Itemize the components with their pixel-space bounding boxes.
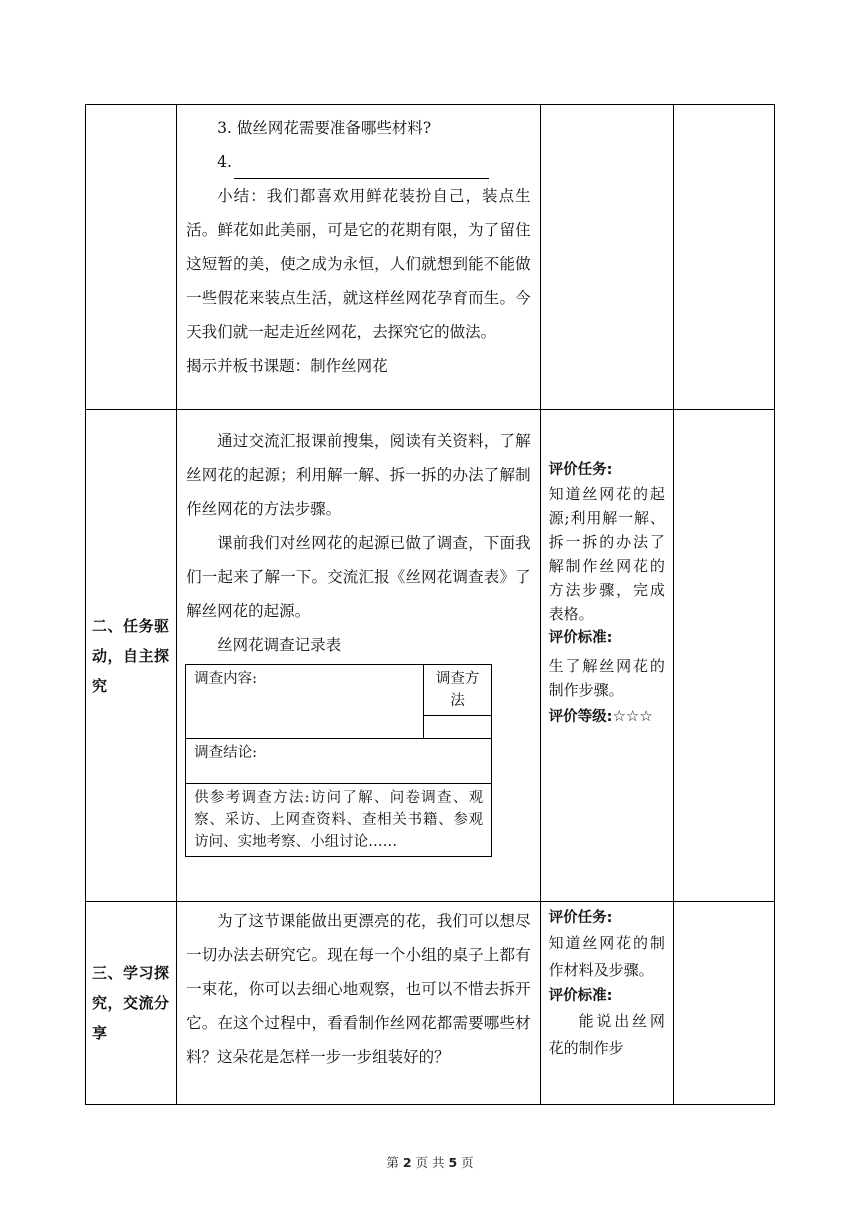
answer-blank-line — [234, 156, 489, 179]
footer-prefix: 第 — [386, 1155, 399, 1170]
table-row — [86, 410, 775, 902]
evaluation-cell — [540, 410, 673, 902]
eval-standard-label: 评价标准: — [548, 630, 613, 646]
star-rating-icon: ☆☆☆ — [612, 707, 653, 725]
eval-standard-text: 能说出丝网花的制作步 — [548, 1012, 665, 1057]
eval-standard-text: 生了解丝网花的制作步骤。 — [548, 657, 665, 699]
stage-label: 三、学习探究，交流分享 — [86, 902, 177, 1105]
current-page-number: 2 — [402, 1155, 412, 1170]
evaluation-cell — [540, 902, 673, 1105]
question-4-number: 4. — [217, 153, 232, 171]
stage-cell-empty — [86, 105, 177, 410]
eval-task-text: 知道丝网花的起源;利用解一解、拆一拆的办法了解制作丝网花的方法步骤，完成表格。 — [548, 485, 665, 623]
eval-level-label: 评价等级: — [548, 709, 613, 725]
table-row — [86, 105, 775, 410]
page-footer — [0, 1153, 860, 1171]
eval-task-label: 评价任务: — [548, 910, 613, 926]
evaluation-cell-empty — [540, 105, 673, 410]
question-4 — [186, 145, 531, 179]
intro-paragraph: 通过交流汇报课前搜集，阅读有关资料，了解丝网花的起源；利用解一解、拆一拆的办法了解制作丝网花的方法步骤。 — [186, 432, 531, 518]
eval-level — [549, 704, 665, 729]
survey-table-title: 丝网花调查记录表 — [217, 636, 342, 654]
footer-mid: 页 共 — [415, 1155, 445, 1170]
total-page-count: 5 — [448, 1155, 458, 1170]
summary-paragraph: 小结：我们都喜欢用鲜花装扮自己，装点生活。鲜花如此美丽，可是它的花期有限，为了留住这短暂的美，使之成为永恒，人们就想到能不能做一些假花来装点生活，就这样丝网花孕育而生。今天我们就一起走近丝网花，去探究它的做法。 — [186, 187, 531, 341]
question-3: 3. 做丝网花需要准备哪些材料? — [217, 119, 432, 137]
eval-task-label: 评价任务: — [548, 462, 613, 478]
survey-table — [185, 664, 492, 857]
activity-cell — [177, 410, 541, 902]
eval-task-text: 知道丝网花的制作材料及步骤。 — [548, 934, 665, 979]
activity-cell — [177, 902, 541, 1105]
notes-cell-empty — [673, 902, 774, 1105]
survey-reference-methods: 供参考调查方法:访问了解、问卷调查、观察、采访、上网查资料、查相关书籍、参观访问、实地考察、小组讨论…… — [186, 784, 492, 857]
activity-cell — [177, 105, 541, 410]
survey-paragraph: 课前我们对丝网花的起源已做了调查，下面我们一起来了解一下。交流汇报《丝网花调查表》了解丝网花的起源。 — [186, 534, 531, 620]
notes-cell-empty — [673, 410, 774, 902]
survey-method-value — [424, 716, 492, 739]
notes-cell-empty — [673, 105, 774, 410]
reveal-topic-text: 揭示并板书课题：制作丝网花 — [186, 357, 388, 375]
explore-paragraph: 为了这节课能做出更漂亮的花，我们可以想尽一切办法去研究它。现在每一个小组的桌子上都有一束花，你可以去细心地观察，也可以不惜去拆开它。在这个过程中，看看制作丝网花都需要哪些材料？这朵花是怎样一步一步组装好的？ — [186, 912, 531, 1066]
survey-conclusion-label: 调查结论: — [186, 739, 492, 784]
footer-suffix: 页 — [461, 1155, 474, 1170]
survey-content-label: 调查内容: — [186, 665, 424, 739]
table-row — [86, 902, 775, 1105]
lesson-plan-table — [85, 104, 775, 1105]
eval-standard-label: 评价标准: — [548, 988, 613, 1004]
stage-label: 二、任务驱动，自主探究 — [86, 410, 177, 902]
survey-method-label: 调查方法 — [424, 665, 492, 716]
